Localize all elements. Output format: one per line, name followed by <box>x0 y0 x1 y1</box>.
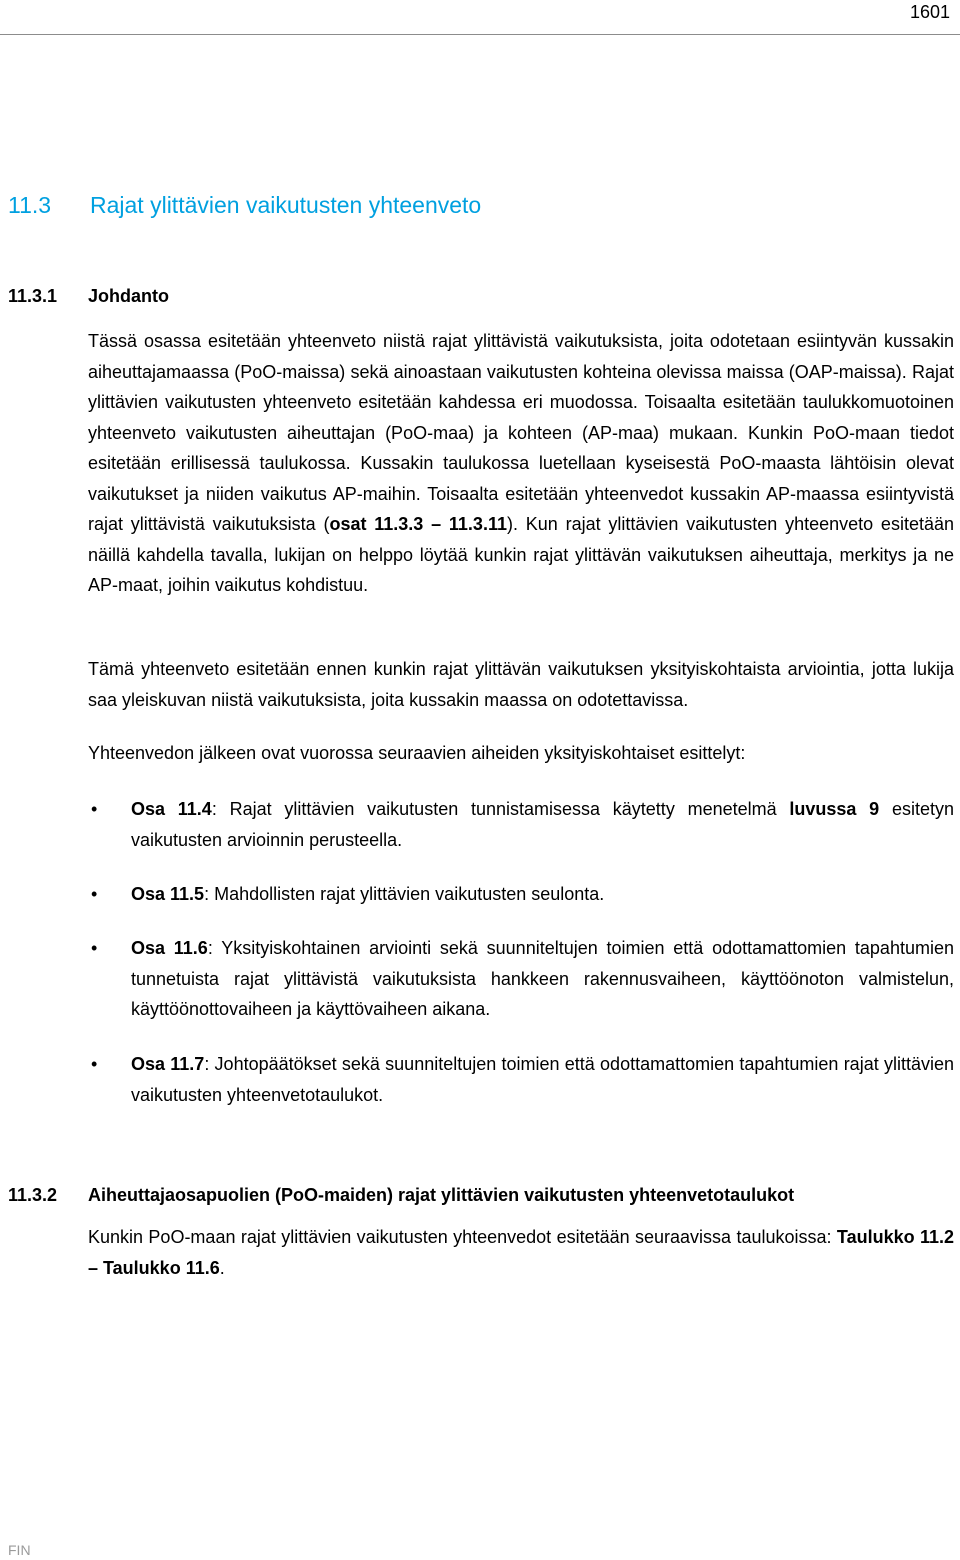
intro-text-bold: osat 11.3.3 – 11.3.11 <box>329 514 507 534</box>
subsection-title: Johdanto <box>88 286 169 306</box>
intro-text-b: ). Kun rajat ylittävien vaikutusten yhteenveto esitetään näillä kahdella tavalla, lukijan on helppo löytää kunkin rajat ylittävän vaikutuksen aiheuttaja, merkitys ja ne AP-maat, joihin vaikutus kohdistuu. <box>88 514 954 595</box>
list-item-body-end: esitetyn vaikutusten arvioinnin perusteella. <box>131 799 954 850</box>
list-item-body: : Yksityiskohtainen arviointi sekä suunniteltujen toimien että odottamattomien tapahtumien tunnetuista rajat ylittävistä vaikutuksista hankkeen rakennusvaiheen, käyttöönoton valmistelun, käyttöönottovaiheen ja käyttövaiheen aikana. <box>131 938 954 1019</box>
list-item-text <box>131 879 954 910</box>
subsection-number: 11.3.1 <box>8 286 58 306</box>
list-intro-paragraph: Yhteenvedon jälkeen ovat vuorossa seuraavien aiheiden yksityiskohtaiset esittelyt: <box>88 743 746 763</box>
bullet-icon: • <box>91 938 98 958</box>
bullet-icon: • <box>91 1054 98 1074</box>
subsection-number: 11.3.2 <box>8 1185 58 1205</box>
list-item-label: Osa 11.7 <box>131 1054 205 1074</box>
list-item-text <box>131 933 954 1025</box>
subsection-title: Aiheuttajaosapuolien (PoO-maiden) rajat ylittävien vaikutusten yhteenvetotaulukot <box>88 1185 795 1205</box>
tables-text: Kunkin PoO-maan rajat ylittävien vaikutusten yhteenvedot esitetään seuraavissa taulukoissa: <box>88 1227 837 1247</box>
list-item-body: : Johtopäätökset sekä suunniteltujen toimien että odottamattomien tapahtumien rajat ylittävien vaikutusten yhteenvetotaulukot. <box>131 1054 954 1105</box>
intro-paragraph <box>88 326 954 601</box>
list-item-label: Osa 11.5 <box>131 884 205 904</box>
tables-ref: Taulukko 11.2 – Taulukko 11.6 <box>88 1227 955 1278</box>
list-item-ref: luvussa 9 <box>789 799 880 819</box>
bullet-icon: • <box>91 884 98 904</box>
intro-text-a: Tässä osassa esitetään yhteenveto niistä rajat ylittävistä vaikutuksista, joita odotetaan esiintyvän kussakin aiheuttajamaassa (PoO-maissa) sekä ainoastaan vaikutusten kohteina olevissa maissa (OAP-maissa). Rajat ylittävien vaikutusten yhteenveto esitetään kahdessa eri muodossa. Toisaalta esitetään taulukkomuotoinen yhteenveto vaikutusten aiheuttajan (PoO-maa) ja kohteen (AP-maa) mukaan. Kunkin PoO-maan tiedot esitetään erillisessä taulukossa. Kussakin taulukossa luetellaan kyseisestä PoO-maasta lähtöisin olevat vaikutukset ja niiden vaikutus AP-maihin. Toisaalta esitetään yhteenvedot kussakin AP-maassa esiintyvistä rajat ylittävistä vaikutuksista ( <box>88 331 954 534</box>
subsection-heading-johdanto <box>8 286 169 307</box>
list-item-text <box>131 1049 954 1110</box>
section-heading <box>8 192 481 219</box>
section-title: Rajat ylittävien vaikutusten yhteenveto <box>90 192 482 218</box>
header-rule <box>0 34 960 35</box>
bullet-icon: • <box>91 799 98 819</box>
tables-paragraph <box>88 1222 954 1283</box>
list-item-body: : Rajat ylittävien vaikutusten tunnistamisessa käytetty menetelmä <box>211 799 790 819</box>
list-item-text <box>131 794 954 855</box>
footer-language: FIN <box>8 1542 31 1558</box>
list-item-body: : Mahdollisten rajat ylittävien vaikutusten seulonta. <box>204 884 605 904</box>
section-number: 11.3 <box>8 192 52 218</box>
list-item-label: Osa 11.6 <box>131 938 208 958</box>
summary-paragraph: Tämä yhteenveto esitetään ennen kunkin rajat ylittävän vaikutuksen yksityiskohtaista arviointia, jotta lukija saa yleiskuvan niistä vaikutuksista, joita kussakin maassa on odotettavissa. <box>88 659 954 710</box>
list-item-label: Osa 11.4 <box>131 799 212 819</box>
tables-text-end: . <box>219 1257 225 1278</box>
subsection-heading-summary-tables <box>8 1185 794 1206</box>
page-number: 1601 <box>909 2 950 22</box>
